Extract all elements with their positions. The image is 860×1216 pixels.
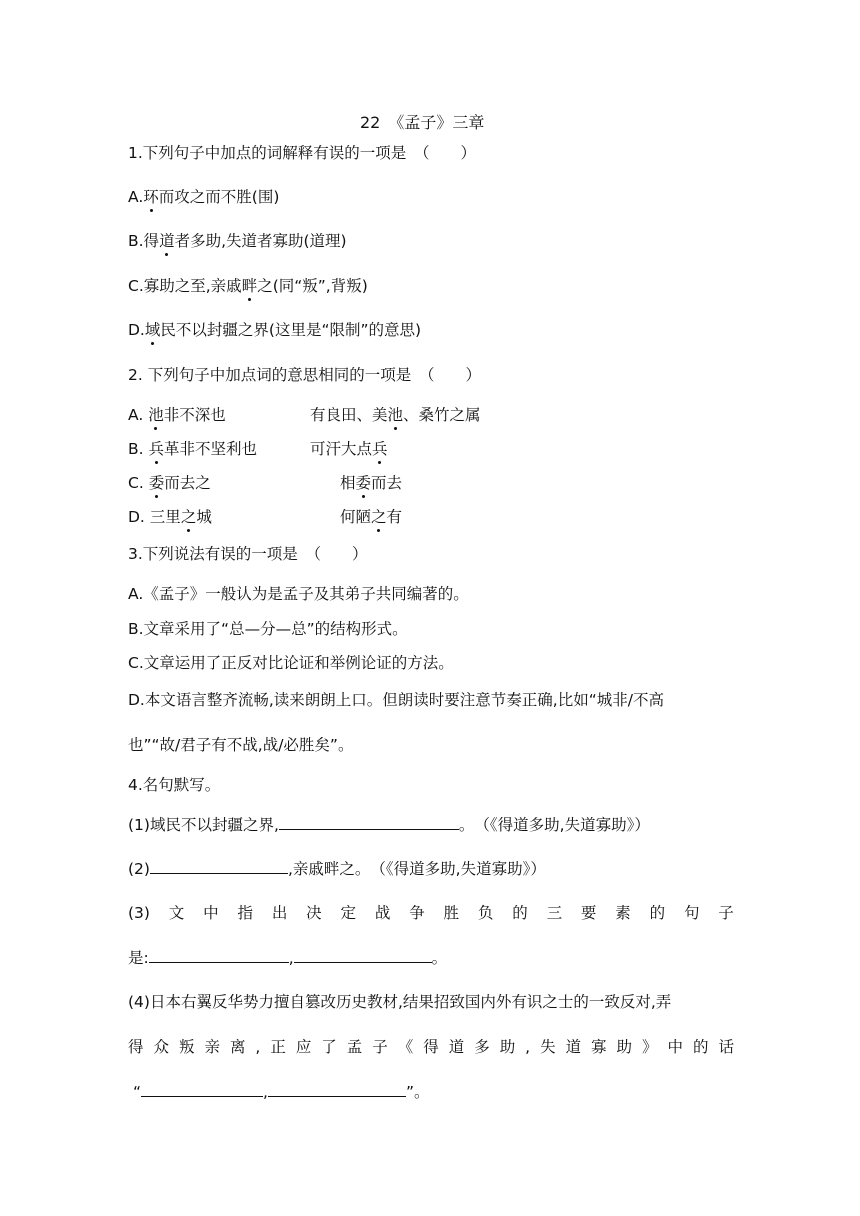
q1-stem: 1.下列句子中加点的词解释有误的一项是 （ ） [128, 144, 477, 162]
q4-item-2: (2) ,亲戚畔之。 （《得道多助,失道寡助》） [128, 860, 546, 878]
q4-stem: 4.名句默写。 [128, 776, 221, 794]
dotted-char: 畔 [241, 277, 258, 295]
q4-item-4-line2: 得 众 叛 亲 离 , 正 应 了 孟 子 《 得 道 多 助 , 失 道 寡 助 》 中 的 话 [128, 1038, 734, 1056]
answer-blank[interactable] [268, 1081, 406, 1097]
q3-option-a: A.《孟子》一般认为是孟子及其弟子共同编著的。 [128, 585, 469, 603]
q2-option-d-right: 何陋之有 [340, 508, 403, 526]
answer-blank[interactable] [294, 947, 432, 963]
q4-item-3-line2: 是: , 。 [128, 949, 448, 967]
dotted-char: 域 [144, 321, 161, 339]
q1-option-a: A.环而攻之而不胜(围) [128, 188, 280, 206]
dotted-char: 兵 [372, 440, 388, 458]
answer-blank[interactable] [141, 1081, 263, 1097]
q3-option-d-line1: D.本文语言整齐流畅,读来朗朗上口。但朗读时要注意节奏正确,比如“城非/不高 [128, 691, 664, 709]
q2-option-a-right: 有良田、美池、桑竹之属 [310, 406, 481, 424]
q4-item-3-line1: (3) 文 中 指 出 决 定 战 争 胜 负 的 三 要 素 的 句 子 [128, 904, 734, 922]
q3-option-c: C.文章运用了正反对比论证和举例论证的方法。 [128, 654, 454, 672]
answer-blank[interactable] [279, 814, 459, 830]
dotted-char: 池 [148, 406, 164, 424]
dotted-char: 池 [387, 406, 404, 424]
q2-stem: 2. 下列句子中加点词的意思相同的一项是 （ ） [128, 366, 481, 384]
dotted-char: 兵 [148, 440, 165, 458]
dotted-char: 环 [143, 188, 159, 206]
answer-blank[interactable] [149, 947, 289, 963]
q2-option-c-right: 相委而去 [340, 474, 403, 492]
q1-option-c: C.寡助之至,亲戚畔之(同“叛”,背叛) [128, 277, 368, 295]
answer-blank[interactable] [150, 858, 288, 874]
q2-option-a: A. 池非不深也 [128, 406, 226, 424]
q2-option-c: C. 委而去之 [128, 474, 211, 492]
dotted-char: 委 [355, 474, 372, 492]
q2-option-b: B. 兵革非不坚利也 [128, 440, 258, 458]
dotted-char: 之 [180, 508, 197, 526]
q4-item-4-line3: “ , ”。 [133, 1083, 430, 1101]
q4-item-4-line1: (4)日本右翼反华势力擅自篡改历史教材,结果招致国内外有识之士的一致反对,弄 [128, 993, 672, 1011]
dotted-char: 委 [148, 474, 165, 492]
q2-option-d: D. 三里之城 [128, 508, 212, 526]
dotted-char: 道 [159, 232, 175, 250]
q3-option-b: B.文章采用了“总—分—总”的结构形式。 [128, 620, 408, 638]
q4-item-1: (1)域民不以封疆之界, 。 （《得道多助,失道寡助》） [128, 816, 650, 834]
page-title: 22 《孟子》三章 [360, 113, 485, 132]
q1-option-d: D.域民不以封疆之界(这里是“限制”的意思) [128, 321, 422, 339]
q2-option-b-right: 可汗大点兵 [310, 440, 388, 458]
q1-option-b: B.得道者多助,失道者寡助(道理) [128, 232, 347, 250]
q3-stem: 3.下列说法有误的一项是 （ ） [128, 545, 368, 563]
q3-option-d-line2: 也”“故/君子有不战,战/必胜矣”。 [128, 736, 354, 754]
dotted-char: 之 [371, 508, 387, 526]
